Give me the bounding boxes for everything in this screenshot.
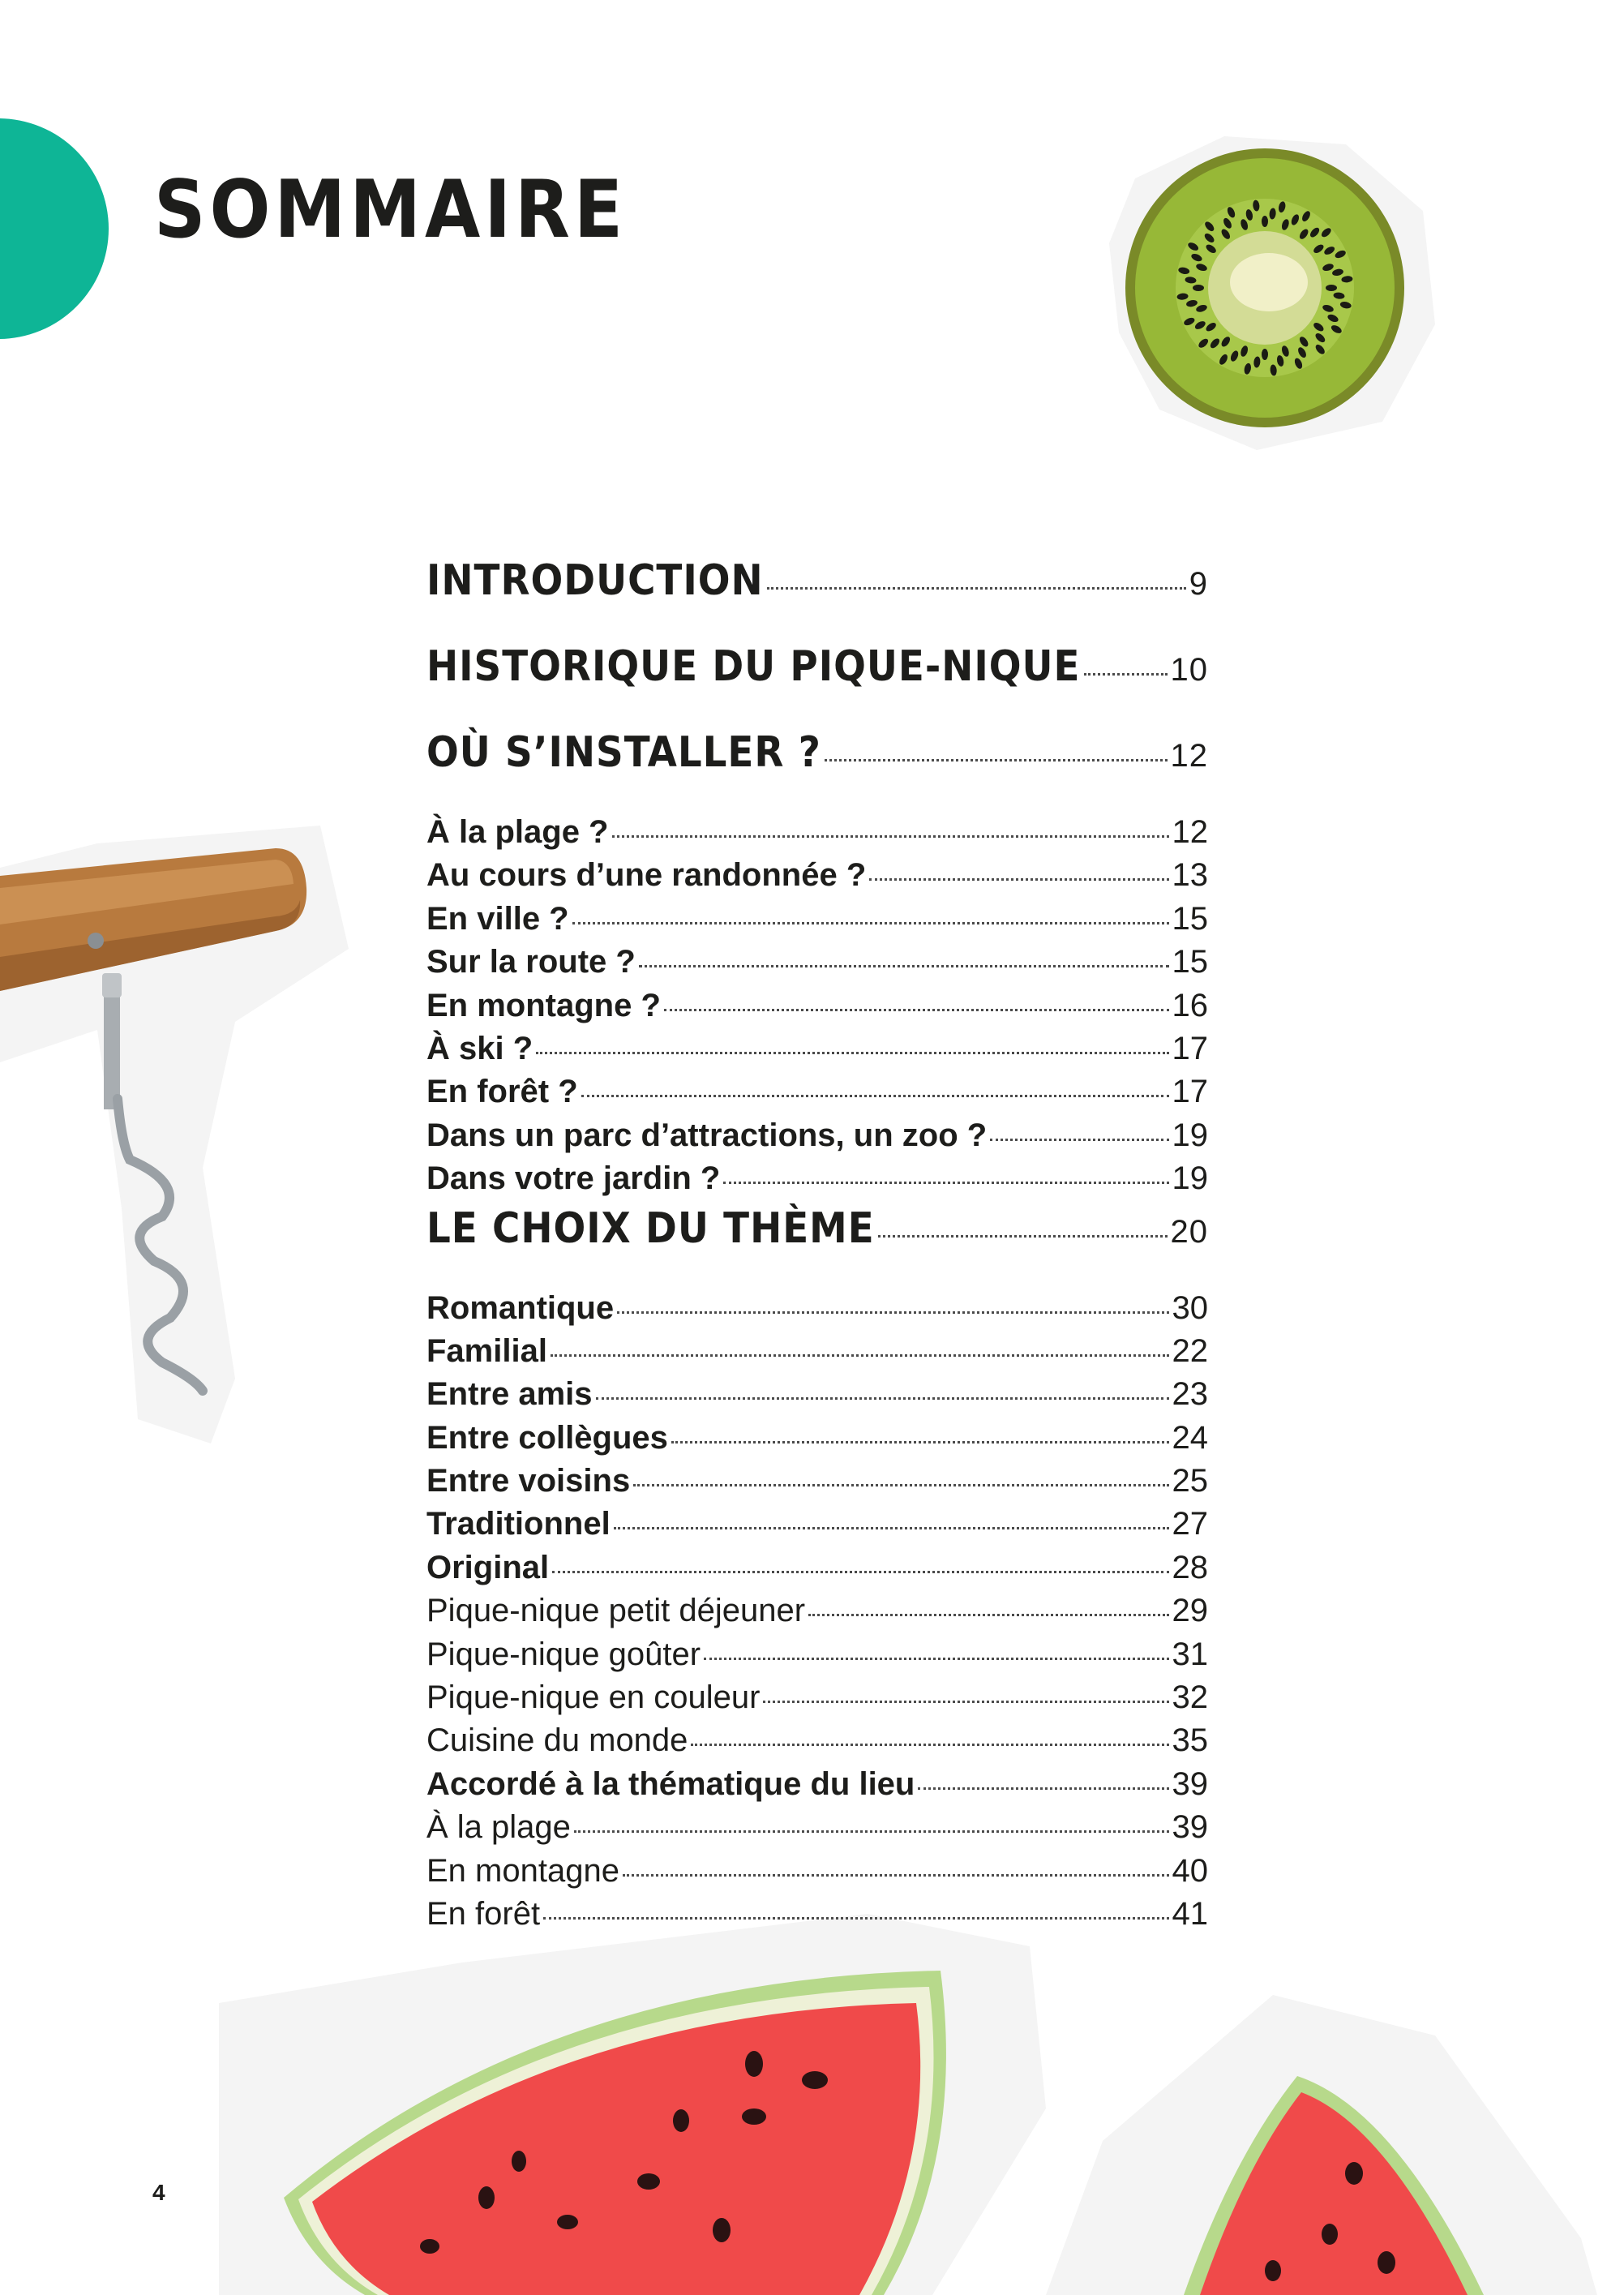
dot-leader xyxy=(551,1354,1169,1357)
toc-entry-label: À la plage xyxy=(426,1809,571,1846)
toc-entry-page-number: 35 xyxy=(1172,1722,1208,1759)
toc-entry-page-number: 9 xyxy=(1189,566,1208,602)
toc-entry xyxy=(426,1117,1208,1160)
dot-leader xyxy=(990,1139,1168,1141)
dot-leader xyxy=(552,1571,1168,1573)
table-of-contents xyxy=(426,556,1208,1939)
toc-entry xyxy=(426,1160,1208,1203)
toc-entry-page-number: 16 xyxy=(1172,987,1208,1023)
toc-entry-page-number: 12 xyxy=(1170,738,1208,774)
toc-entry xyxy=(426,1031,1208,1074)
toc-entry-page-number: 17 xyxy=(1172,1074,1208,1110)
dot-leader xyxy=(536,1052,1168,1054)
toc-entry-page-number: 13 xyxy=(1172,857,1208,894)
toc-entry-page-number: 31 xyxy=(1172,1636,1208,1672)
toc-entry-label: Dans votre jardin ? xyxy=(426,1160,721,1197)
dot-leader xyxy=(543,1917,1168,1920)
dot-leader xyxy=(918,1787,1168,1790)
toc-entry-page-number: 29 xyxy=(1172,1593,1208,1629)
toc-entry-page-number: 22 xyxy=(1172,1332,1208,1369)
dot-leader xyxy=(574,1830,1169,1833)
toc-entry-label: Romantique xyxy=(426,1289,615,1326)
toc-entry xyxy=(426,1074,1208,1117)
toc-chapter-entry xyxy=(426,1204,1208,1290)
dot-leader xyxy=(614,1527,1169,1529)
toc-entry-label: À la plage ? xyxy=(426,814,609,850)
toc-entry xyxy=(426,1766,1208,1809)
toc-entry-label: Dans un parc d’attractions, un zoo ? xyxy=(426,1117,988,1153)
toc-entry xyxy=(426,1679,1208,1722)
toc-entry-page-number: 19 xyxy=(1172,1160,1208,1197)
toc-entry-label: HISTORIQUE DU PIQUE-NIQUE xyxy=(426,642,1081,691)
toc-entry-page-number: 15 xyxy=(1172,944,1208,980)
toc-entry xyxy=(426,1333,1208,1376)
toc-entry-label: Cuisine du monde xyxy=(426,1722,688,1759)
dot-leader xyxy=(691,1744,1168,1746)
toc-entry xyxy=(426,1853,1208,1896)
toc-entry-label: INTRODUCTION xyxy=(426,556,764,605)
toc-entry-label: Au cours d’une randonnée ? xyxy=(426,857,867,894)
toc-entry-page-number: 24 xyxy=(1172,1419,1208,1456)
page-title: SOMMAIRE xyxy=(154,164,628,256)
toc-entry-page-number: 20 xyxy=(1170,1213,1208,1250)
toc-entry-page-number: 10 xyxy=(1170,652,1208,688)
toc-entry-label: Entre voisins xyxy=(426,1463,631,1499)
toc-entry-label: Pique-nique goûter xyxy=(426,1636,701,1672)
dot-leader xyxy=(617,1311,1168,1314)
toc-entry xyxy=(426,1809,1208,1852)
toc-entry xyxy=(426,1896,1208,1939)
toc-entry xyxy=(426,1593,1208,1636)
toc-entry-page-number: 15 xyxy=(1172,900,1208,937)
dot-leader xyxy=(869,878,1168,881)
watermelon-illustration xyxy=(219,1914,1624,2295)
toc-entry xyxy=(426,1550,1208,1593)
toc-entry-label: Entre amis xyxy=(426,1376,593,1413)
dot-leader xyxy=(572,922,1169,924)
toc-entry-label: À ski ? xyxy=(426,1030,533,1066)
toc-entry-page-number: 19 xyxy=(1172,1117,1208,1153)
dot-leader xyxy=(763,1701,1168,1703)
toc-entry-page-number: 39 xyxy=(1172,1809,1208,1846)
toc-entry-page-number: 17 xyxy=(1172,1030,1208,1066)
dot-leader xyxy=(704,1658,1168,1660)
decorative-accent-circle xyxy=(0,118,109,339)
toc-entry xyxy=(426,814,1208,857)
dot-leader xyxy=(723,1182,1168,1184)
dot-leader xyxy=(671,1441,1169,1443)
toc-entry xyxy=(426,1722,1208,1765)
toc-entry xyxy=(426,944,1208,987)
toc-entry-label: Accordé à la thématique du lieu xyxy=(426,1765,915,1802)
toc-entry xyxy=(426,1290,1208,1333)
toc-entry xyxy=(426,988,1208,1031)
toc-entry-label: Entre collègues xyxy=(426,1419,668,1456)
corkscrew-illustration xyxy=(0,819,357,1452)
dot-leader xyxy=(664,1009,1169,1011)
toc-entry-page-number: 30 xyxy=(1172,1289,1208,1326)
toc-entry-page-number: 39 xyxy=(1172,1765,1208,1802)
page-number: 4 xyxy=(152,2180,165,2205)
dot-leader xyxy=(1084,673,1168,676)
dot-leader xyxy=(639,965,1169,967)
toc-entry xyxy=(426,1463,1208,1506)
toc-entry-page-number: 23 xyxy=(1172,1376,1208,1413)
toc-entry-page-number: 25 xyxy=(1172,1463,1208,1499)
toc-entry-page-number: 27 xyxy=(1172,1506,1208,1542)
toc-entry-label: Sur la route ? xyxy=(426,944,636,980)
toc-entry xyxy=(426,1420,1208,1463)
toc-entry-label: En forêt ? xyxy=(426,1074,578,1110)
toc-chapter-entry xyxy=(426,556,1208,642)
toc-entry-label: En montagne ? xyxy=(426,987,661,1023)
toc-entry xyxy=(426,901,1208,944)
toc-entry-page-number: 40 xyxy=(1172,1852,1208,1889)
dot-leader xyxy=(767,587,1186,590)
toc-entry-label: Pique-nique petit déjeuner xyxy=(426,1593,806,1629)
toc-entry-label: Traditionnel xyxy=(426,1506,611,1542)
toc-entry-page-number: 12 xyxy=(1172,814,1208,850)
toc-entry-page-number: 41 xyxy=(1172,1895,1208,1932)
toc-entry xyxy=(426,1376,1208,1419)
toc-entry-label: OÙ S’INSTALLER ? xyxy=(426,728,821,777)
toc-entry-label: En forêt xyxy=(426,1895,541,1932)
toc-entry xyxy=(426,1637,1208,1679)
toc-chapter-entry xyxy=(426,642,1208,728)
dot-leader xyxy=(612,835,1169,838)
toc-entry-page-number: 32 xyxy=(1172,1679,1208,1716)
toc-chapter-entry xyxy=(426,728,1208,814)
toc-entry-label: Original xyxy=(426,1549,550,1585)
dot-leader xyxy=(633,1484,1168,1486)
toc-entry xyxy=(426,857,1208,900)
dot-leader xyxy=(581,1095,1169,1097)
toc-entry-page-number: 28 xyxy=(1172,1549,1208,1585)
dot-leader xyxy=(825,759,1168,761)
toc-entry xyxy=(426,1506,1208,1549)
dot-leader xyxy=(596,1397,1169,1400)
toc-entry-label: Familial xyxy=(426,1332,547,1369)
toc-entry-label: En montagne xyxy=(426,1852,619,1889)
dot-leader xyxy=(808,1614,1168,1616)
kiwi-illustration xyxy=(1103,130,1443,454)
dot-leader xyxy=(623,1874,1169,1877)
toc-entry-label: En ville ? xyxy=(426,900,569,937)
dot-leader xyxy=(878,1235,1168,1238)
toc-entry-label: LE CHOIX DU THÈME xyxy=(426,1203,875,1253)
toc-entry-label: Pique-nique en couleur xyxy=(426,1679,761,1716)
